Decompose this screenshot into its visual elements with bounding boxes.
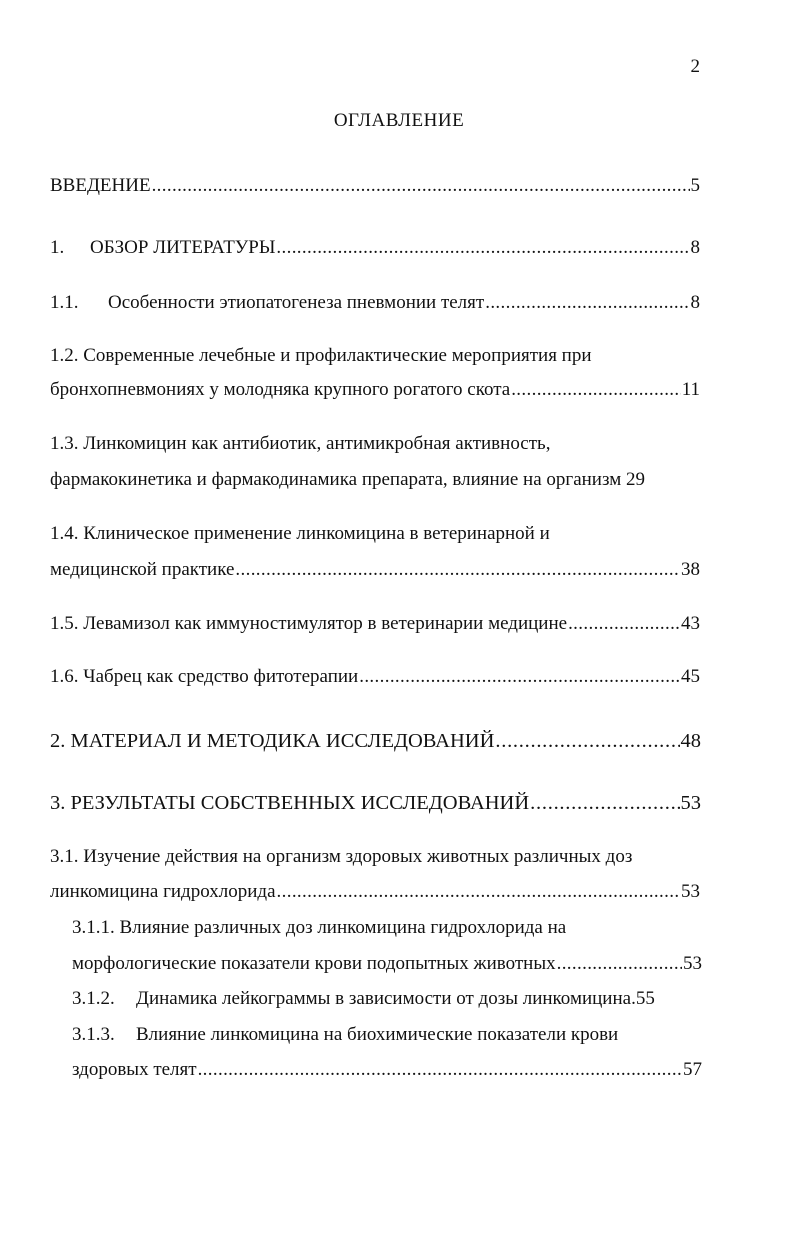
toc-entry-s1-3-line2[interactable]: фармакокинетика и фармакодинамика препарата, влияние на организм 29 [50, 469, 645, 490]
toc-entry-s1-2-line1[interactable]: 1.2. Современные лечебные и профилактические мероприятия при [50, 345, 592, 366]
toc-entry-page: 55 [635, 988, 655, 1009]
toc-entry-num: 1.1. [50, 292, 79, 313]
toc-entry-num: 3.1.2. [72, 988, 115, 1009]
toc-entry-s1-4[interactable] [50, 558, 700, 582]
toc-entry-text: ОБЗОР ЛИТЕРАТУРЫ [90, 237, 276, 258]
toc-entry-s3-1-3[interactable] [72, 1058, 702, 1082]
toc-entry-page: 45 [681, 666, 700, 687]
toc-entry-page: 8 [690, 237, 700, 258]
toc-entry-page: 8 [690, 292, 700, 313]
toc-entry-text: Динамика лейкограммы в зависимости от дозы линкомицина. [136, 988, 636, 1009]
toc-entry-s3-1-1-line1[interactable]: 3.1.1. Влияние различных доз линкомицина гидрохлорида на [72, 917, 567, 938]
toc-entry-page: 43 [681, 613, 700, 634]
toc-entry-text: линкомицина гидрохлорида [50, 881, 276, 902]
toc-entry-s1-6[interactable] [50, 665, 700, 689]
toc-entry-page: 11 [681, 379, 700, 400]
toc-entry-s1-3-line1[interactable]: 1.3. Линкомицин как антибиотик, антимикробная активность, [50, 433, 551, 454]
toc-entry-s3-1-line1[interactable]: 3.1. Изучение действия на организм здоровых животных различных доз [50, 846, 633, 867]
leader-dots [485, 291, 689, 315]
toc-entry-text: 1.6. Чабрец как средство фитотерапии [50, 666, 359, 687]
leader-dots [530, 791, 679, 815]
toc-entry-s1-5[interactable] [50, 612, 700, 636]
leader-dots [359, 665, 680, 689]
toc-entry-text: бронхопневмониях у молодняка крупного рогатого скота [50, 379, 511, 400]
toc-entry-page: 57 [683, 1059, 702, 1080]
toc-entry-intro[interactable] [50, 174, 700, 198]
leader-dots [277, 880, 680, 904]
leader-dots [276, 236, 689, 260]
leader-dots [152, 174, 690, 198]
toc-entry-s1-2[interactable] [50, 378, 700, 402]
toc-entry-page: 53 [680, 792, 701, 814]
leader-dots [557, 952, 682, 976]
toc-entry-page: 53 [683, 953, 702, 974]
toc-entry-num: 3.1.3. [72, 1024, 115, 1045]
toc-entry-num: 1. [50, 237, 65, 258]
toc-entry-page: 38 [681, 559, 700, 580]
toc-entry-s3[interactable] [50, 791, 701, 815]
toc-entry-text: Особенности этиопатогенеза пневмонии телят [108, 292, 485, 313]
toc-entry-text: медицинской практике [50, 559, 235, 580]
toc-entry-s1-4-line1[interactable]: 1.4. Клиническое применение линкомицина в ветеринарной и [50, 523, 550, 544]
toc-entry-text: морфологические показатели крови подопытных животных [72, 953, 556, 974]
toc-entry-s3-1-2[interactable] [72, 987, 655, 1011]
toc-entry-page: 48 [680, 730, 701, 752]
toc-entry-text: здоровых телят [72, 1059, 197, 1080]
toc-title: ОГЛАВЛЕНИЕ [333, 110, 465, 131]
leader-dots [495, 729, 679, 753]
toc-entry-page: 5 [690, 175, 700, 196]
leader-dots [568, 612, 680, 636]
toc-entry-s1-1[interactable] [50, 291, 700, 315]
toc-entry-text: 3. РЕЗУЛЬТАТЫ СОБСТВЕННЫХ ИССЛЕДОВАНИЙ [50, 792, 530, 814]
toc-entry-s2[interactable] [50, 729, 701, 753]
toc-entry-page: 53 [681, 881, 700, 902]
toc-entry-s3-1-3-line1[interactable] [72, 1023, 618, 1047]
toc-entry-s3-1-1[interactable] [72, 952, 702, 976]
toc-entry-text: 1.5. Левамизол как иммуностимулятор в ветеринарии медицине [50, 613, 568, 634]
leader-dots [235, 558, 680, 582]
leader-dots [511, 378, 681, 402]
leader-dots [198, 1058, 682, 1082]
toc-entry-s3-1[interactable] [50, 880, 700, 904]
toc-entry-text: ВВЕДЕНИЕ [50, 175, 151, 196]
page-number: 2 [690, 56, 700, 77]
toc-entry-text: Влияние линкомицина на биохимические показатели крови [136, 1024, 619, 1045]
toc-entry-text: 2. МАТЕРИАЛ И МЕТОДИКА ИССЛЕДОВАНИЙ [50, 730, 495, 752]
toc-entry-s1[interactable] [50, 236, 700, 260]
